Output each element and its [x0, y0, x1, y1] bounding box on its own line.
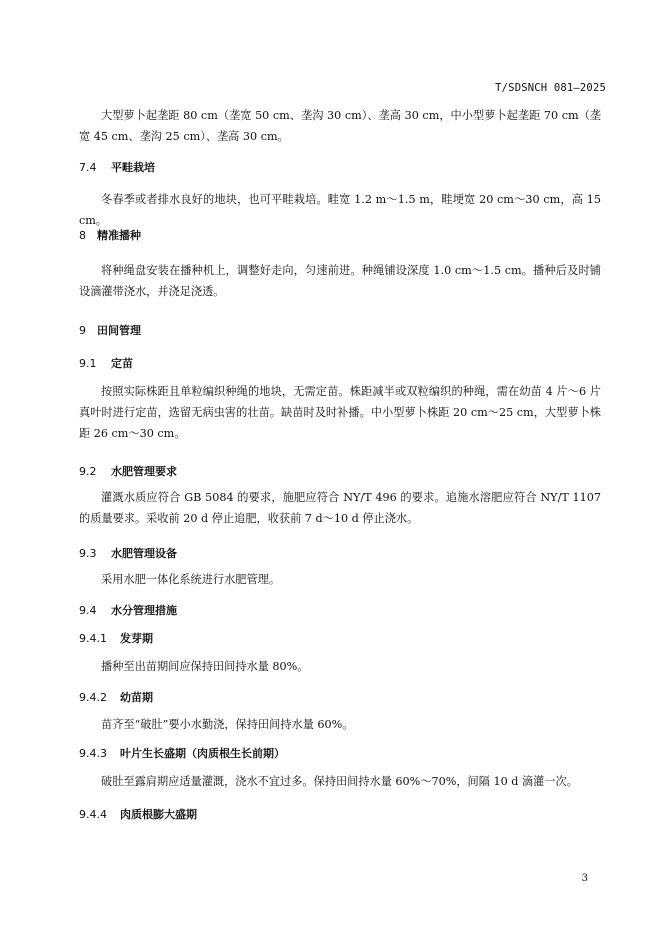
section-heading-9-1 [79, 355, 133, 371]
section-heading-7-4 [79, 159, 155, 175]
section-number: 7.4 [79, 161, 97, 174]
section-title: 幼苗期 [120, 691, 153, 704]
section-heading-8 [79, 227, 141, 243]
section-heading-9 [79, 322, 141, 338]
section-heading-9-4 [79, 602, 177, 618]
paragraph-water-fertilizer-requirements: 灌溉水质应符合 GB 5084 的要求，施肥应符合 NY/T 496 的要求。追施水溶肥应符合 NY/T 1107 的质量要求。采收前 20 d 停止追肥，收获前 7 d～10 d 停止浇水。 [79, 491, 601, 525]
paragraph-flat-bed: 冬春季或者排水良好的地块，也可平畦栽培。畦宽 1.2 m～1.5 m，畦埂宽 20 cm～30 cm，高 15 cm。 [79, 193, 601, 227]
section-title: 精准播种 [97, 229, 141, 242]
paragraph-sowing: 将种绳盘安装在播种机上，调整好走向，匀速前进。种绳铺设深度 1.0 cm～1.5 cm。播种后及时铺设滴灌带浇水，并浇足浇透。 [79, 264, 601, 298]
section-number: 8 [79, 229, 86, 242]
page-number: 3 [581, 873, 588, 884]
section-title: 肉质根膨大盛期 [120, 808, 197, 821]
section-title: 发芽期 [120, 632, 153, 645]
paragraph-thinning: 按照实际株距且单粒编织种绳的地块，无需定苗。株距减半或双粒编织的种绳，需在幼苗 4 片～6 片真叶时进行定苗，选留无病虫害的壮苗。缺苗时及时补播。中小型萝卜株距 20 cm～25 cm，大型萝卜株距 26 cm～30 cm。 [79, 385, 601, 440]
paragraph-equipment: 采用水肥一体化系统进行水肥管理。 [101, 573, 281, 586]
paragraph-leaf-growth: 破肚至露肩期应适量灌溉，浇水不宜过多。保持田间持水量 60%～70%，间隔 10 d 滴灌一次。 [101, 775, 578, 788]
section-number: 9.3 [79, 547, 97, 560]
section-number: 9.4.3 [79, 747, 107, 760]
section-heading-9-2 [79, 463, 177, 479]
section-title: 平畦栽培 [111, 161, 155, 174]
section-number: 9 [79, 324, 86, 337]
section-number: 9.4 [79, 604, 97, 617]
section-number: 9.4.2 [79, 691, 107, 704]
section-heading-9-4-3 [79, 745, 285, 761]
section-title: 叶片生长盛期（肉质根生长前期） [120, 747, 285, 760]
paragraph-germination: 播种至出苗期间应保持田间持水量 80%。 [101, 660, 309, 673]
paragraph-ridge-spacing: 大型萝卜起垄距 80 cm（垄宽 50 cm、垄沟 30 cm）、垄高 30 cm，中小型萝卜起垄距 70 cm（垄宽 45 cm、垄沟 25 cm）、垄高 30 cm。 [79, 109, 601, 143]
header-doc-code: T/SDSNCH 081—2025 [495, 82, 606, 94]
section-heading-9-4-1 [79, 630, 153, 646]
section-heading-9-4-2 [79, 689, 153, 705]
section-heading-9-3 [79, 545, 177, 561]
paragraph-seedling: 苗齐至“破肚”要小水勤浇，保持田间持水量 60%。 [101, 718, 354, 731]
section-number: 9.4.4 [79, 808, 107, 821]
section-title: 水分管理措施 [111, 604, 177, 617]
section-number: 9.4.1 [79, 632, 107, 645]
section-title: 水肥管理设备 [111, 547, 177, 560]
section-title: 田间管理 [97, 324, 141, 337]
section-title: 定苗 [111, 357, 133, 370]
section-number: 9.2 [79, 465, 97, 478]
section-heading-9-4-4 [79, 806, 197, 822]
section-title: 水肥管理要求 [111, 465, 177, 478]
section-number: 9.1 [79, 357, 97, 370]
